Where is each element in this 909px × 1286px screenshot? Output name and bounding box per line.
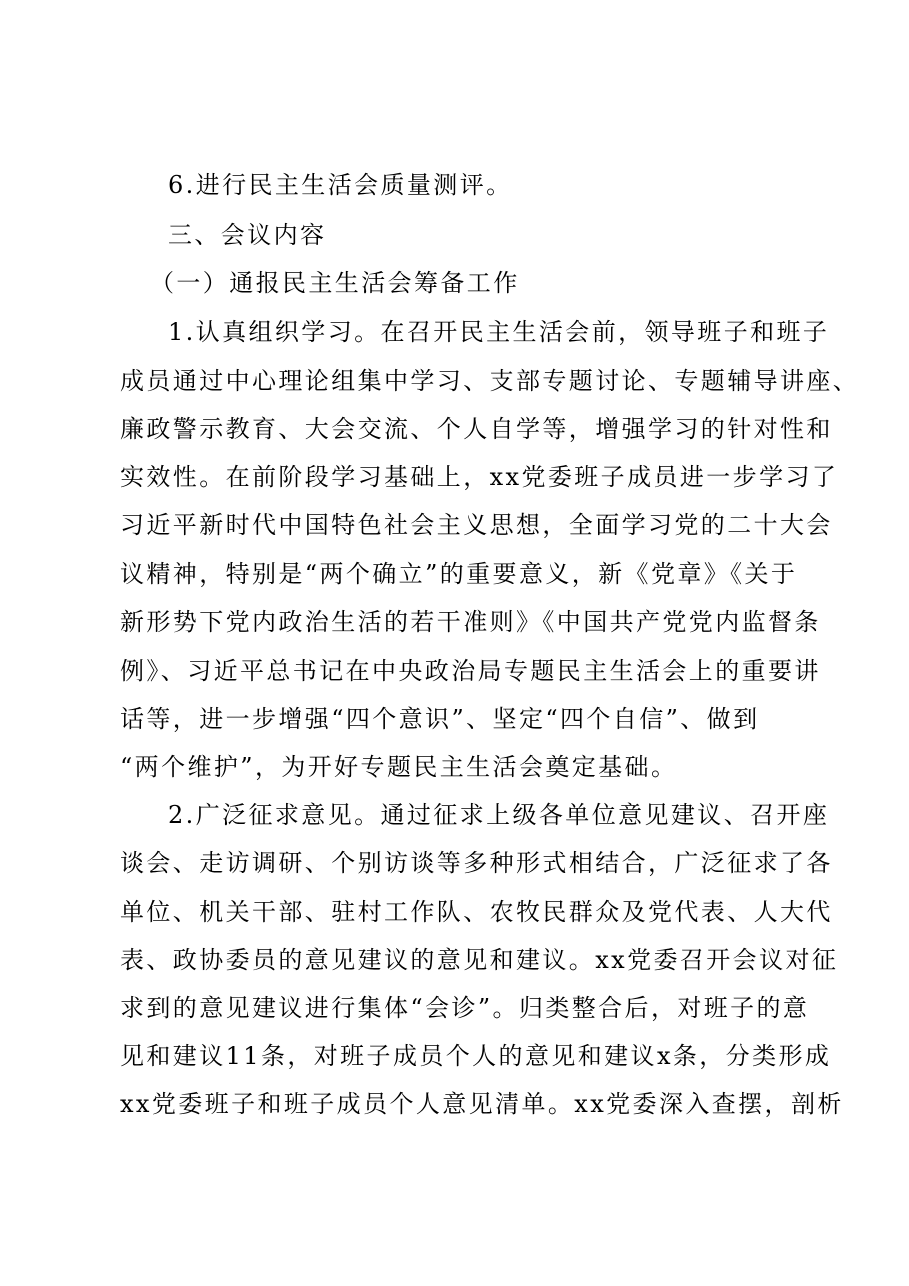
paragraph-line: 1.认真组织学习。在召开民主生活会前，领导班子和班子: [168, 318, 830, 346]
paragraph-line: 表、政协委员的意见建议的意见和建议。xx党委召开会议对征: [120, 946, 839, 974]
paragraph-line: 求到的意见建议进行集体“会诊”。归类整合后，对班子的意: [120, 994, 810, 1022]
paragraph-line: 成员通过中心理论组集中学习、支部专题讨论、专题辅导讲座、: [120, 367, 860, 395]
paragraph-line: 实效性。在前阶段学习基础上，xx党委班子成员进一步学习了: [120, 463, 839, 491]
paragraph-line: 习近平新时代中国特色社会主义思想，全面学习党的二十大会: [120, 511, 833, 539]
paragraph-line: “两个维护”，为开好专题民主生活会奠定基础。: [120, 753, 678, 781]
paragraph-line: 议精神，特别是“两个确立”的重要意义，新《党章》《关于: [120, 560, 798, 588]
paragraph-line: 廉政警示教育、大会交流、个人自学等，增强学习的针对性和: [120, 415, 833, 443]
paragraph-line: 新形势下党内政治生活的若干准则》《中国共产党党内监督条: [120, 608, 821, 636]
subsection-heading: （一）通报民主生活会筹备工作: [150, 269, 520, 297]
paragraph-line: 谈会、走访调研、个别访谈等多种形式相结合，广泛征求了各: [120, 849, 833, 877]
paragraph-line: 见和建议11条，对班子成员个人的意见和建议x条，分类形成: [120, 1042, 832, 1070]
paragraph-line: xx党委班子和班子成员个人意见清单。xx党委深入查摆，剖析: [120, 1090, 844, 1118]
paragraph-line: 话等，进一步增强“四个意识”、坚定“四个自信”、做到: [120, 705, 760, 733]
paragraph-line: 单位、机关干部、驻村工作队、农牧民群众及党代表、人大代: [120, 898, 833, 926]
paragraph-line: 2.广泛征求意见。通过征求上级各单位意见建议、召开座: [168, 801, 830, 829]
list-item-6: 6.进行民主生活会质量测评。: [168, 171, 513, 199]
section-heading: 三、会议内容: [168, 221, 327, 249]
paragraph-line: 例》、习近平总书记在中央政治局专题民主生活会上的重要讲: [120, 657, 821, 685]
